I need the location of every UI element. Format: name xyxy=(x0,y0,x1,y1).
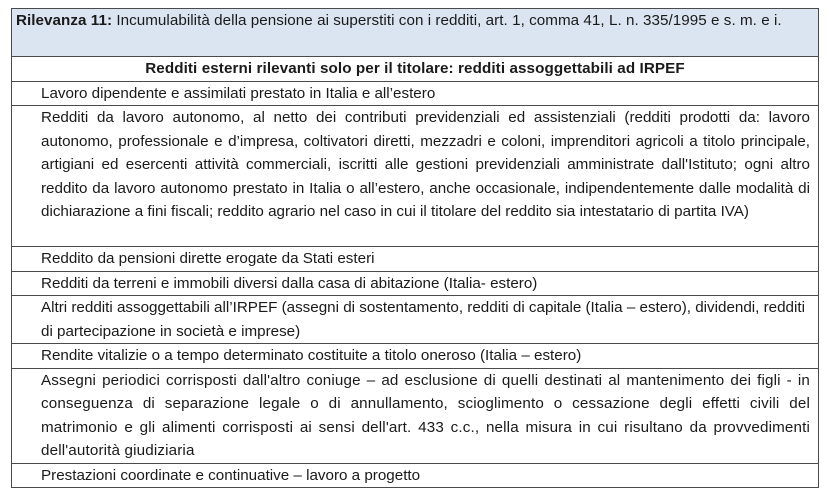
income-item-other-irpef: Altri redditi assoggettabili all’IRPEF (assegni di sostentamento, redditi di capitale (Italia – estero), dividendi, redditi di partecipazione in società e imprese) xyxy=(12,296,819,344)
relevance-description: Incumulabilità della pensione ai superstiti con i redditi, art. 1, comma 41, L. n. 335/1995 e s. m. e i. xyxy=(112,12,782,29)
section-header: Redditi esterni rilevanti solo per il titolare: redditi assoggettabili ad IRPEF xyxy=(12,57,819,82)
income-item-land-property: Redditi da terreni e immobili diversi dalla casa di abitazione (Italia- estero) xyxy=(12,271,819,296)
income-item-self-employment: Redditi da lavoro autonomo, al netto dei contributi previdenziali ed assistenziali (redditi prodotti da: lavoro autonomo, professionale e d’impresa, coltivatori diretti, mezzadri e coloni, imprenditori agricoli a titolo principale, artigiani ed esercenti attività commerciali, iscritti alle gestioni previdenziali amministrate dall'Istituto; ogni altro reddito da lavoro autonomo prestato in Italia o all’estero, anche occasionale, indipendentemente dalle modalità di dichiarazione a fini fiscali; reddito agrario nel caso in cui il titolare del reddito sia intestatario di partita IVA) xyxy=(12,106,819,247)
relevance-table xyxy=(11,8,819,488)
income-item-coordinated-services: Prestazioni coordinate e continuative – lavoro a progetto xyxy=(12,463,819,488)
income-item-spousal-allowances: Assegni periodici corrisposti dall'altro coniuge – ad esclusione di quelli destinati al mantenimento dei figli - in conseguenza di separazione legale o di annullamento, scioglimento o cessazione degli effetti civili del matrimonio e gli alimenti corrisposti ai sensi dell'art. 433 c.c., nella misura in cui risultano da provvedimenti dell'autorità giudiziaria xyxy=(12,368,819,463)
income-item-employment: Lavoro dipendente e assimilati prestato in Italia e all’estero xyxy=(12,81,819,106)
income-item-annuities: Rendite vitalizie o a tempo determinato costituite a titolo oneroso (Italia – estero) xyxy=(12,344,819,369)
relevance-number: Rilevanza 11: xyxy=(16,12,113,29)
income-item-foreign-pensions: Reddito da pensioni dirette erogate da Stati esteri xyxy=(12,247,819,272)
table-title xyxy=(12,9,819,57)
